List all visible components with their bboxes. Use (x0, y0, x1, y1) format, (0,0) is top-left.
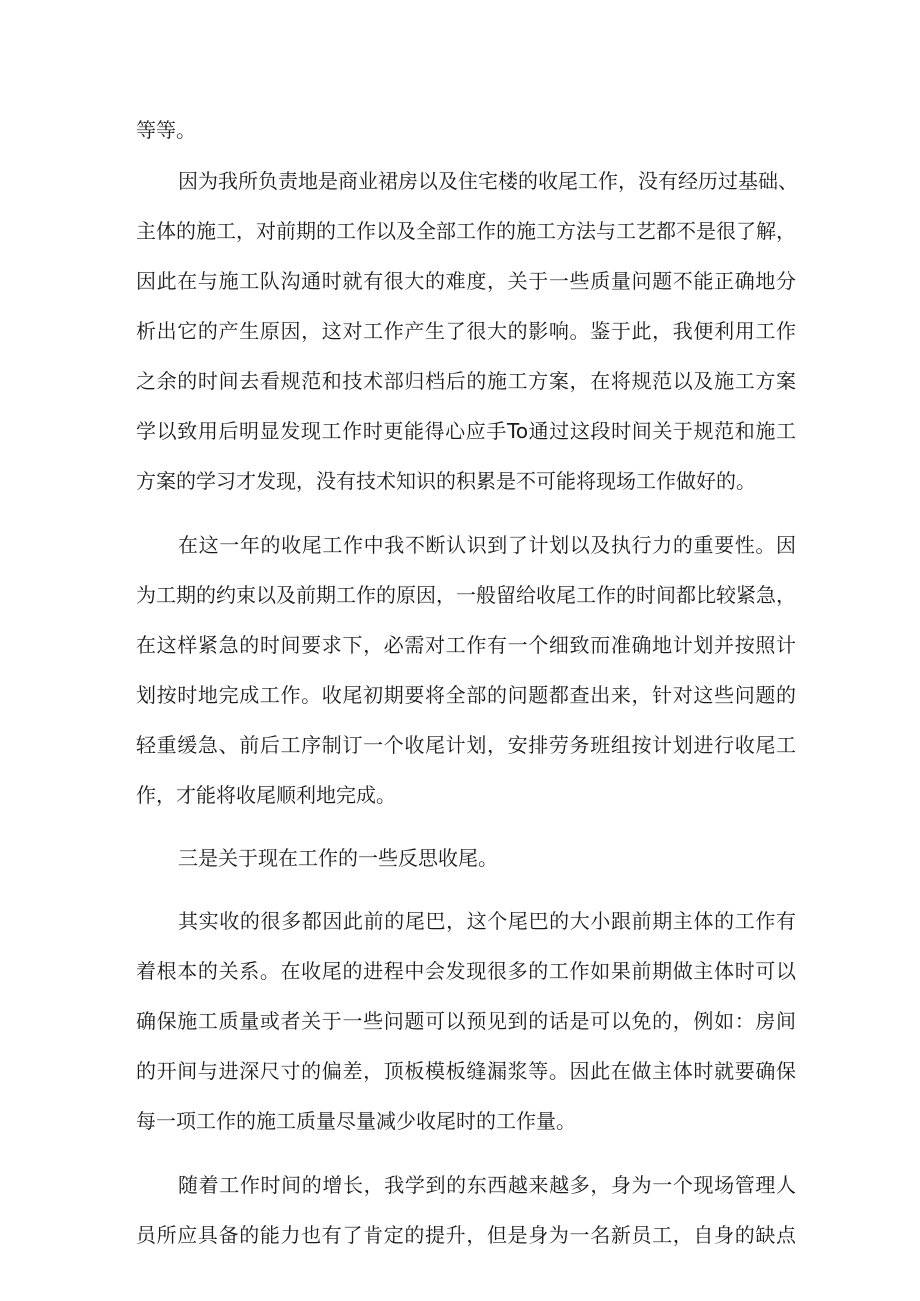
text-line: 其实收的很多都因此前的尾巴，这个尾巴的大小跟前期主体的工作有 (178, 909, 796, 933)
text-line: 析出它的产生原因，这对工作产生了很大的影响。鉴于此，我便利用工作 (136, 319, 796, 343)
text-line: 的开间与进深尺寸的偏差，顶板模板缝漏浆等。因此在做主体时就要确保 (136, 1059, 796, 1083)
text-line: 随着工作时间的增长，我学到的东西越来越多，身为一个现场管理人 (178, 1173, 796, 1197)
text-line: 划按时地完成工作。收尾初期要将全部的问题都查出来，针对这些问题的 (136, 683, 796, 707)
text-line: 着根本的关系。在收尾的进程中会发现很多的工作如果前期做主体时可以 (136, 959, 796, 983)
text-line: 在这一年的收尾工作中我不断认识到了计划以及执行力的重要性。因 (178, 533, 796, 557)
text-line: 三是关于现在工作的一些反思收尾。 (178, 846, 498, 870)
text-line: 为工期的约束以及前期工作的原因，一般留给收尾工作的时间都比较紧急， (136, 583, 796, 607)
text-line: 因为我所负责地是商业裙房以及住宅楼的收尾工作，没有经历过基础、 (178, 169, 798, 193)
text-line: 学以致用后明显发现工作时更能得心应手To通过这段时间关于规范和施工 (136, 419, 796, 443)
text-line: 轻重缓急、前后工序制订一个收尾计划，安排劳务班组按计划进行收尾工 (136, 733, 796, 757)
text-line: 确保施工质量或者关于一些问题可以预见到的话是可以免的，例如：房间 (136, 1009, 796, 1033)
text-line: 作，才能将收尾顺利地完成。 (136, 783, 396, 807)
text-line: 之余的时间去看规范和技术部归档后的施工方案，在将规范以及施工方案 (136, 369, 796, 393)
text-line: 在这样紧急的时间要求下，必需对工作有一个细致而准确地计划并按照计 (136, 633, 796, 657)
text-line: 员所应具备的能力也有了肯定的提升，但是身为一名新员工，自身的缺点 (136, 1223, 796, 1247)
text-line: 主体的施工，对前期的工作以及全部工作的施工方法与工艺都不是很了解， (136, 219, 796, 243)
text-line: 方案的学习才发现，没有技术知识的积累是不可能将现场工作做好的。 (136, 469, 756, 493)
text-line: 每一项工作的施工质量尽量减少收尾时的工作量。 (136, 1109, 576, 1133)
text-line: 等等。 (136, 118, 196, 142)
text-line: 因此在与施工队沟通时就有很大的难度，关于一些质量问题不能正确地分 (136, 269, 796, 293)
